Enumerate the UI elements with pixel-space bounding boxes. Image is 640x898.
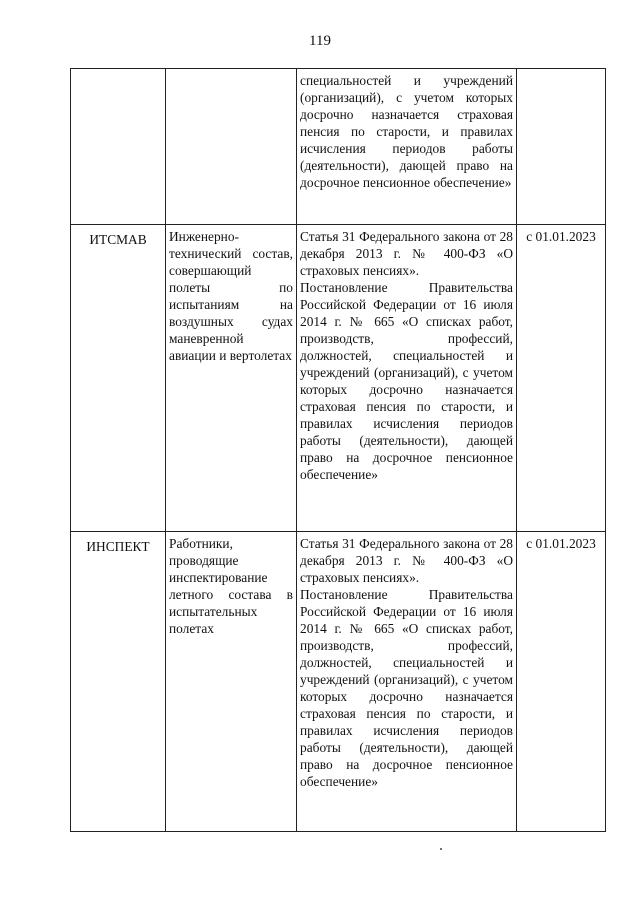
row-description: Работники, проводящие инспектирование летного состава в испытательных полетах: [166, 532, 297, 832]
document-table: [70, 68, 606, 832]
table-row: [71, 532, 606, 832]
legal-basis-paragraph: Постановление Правительства Российской Федерации от 16 июля 2014 г. № 665 «О списках работ, производств, профессий, должностей, специальностей и учреждений (организаций), с учетом которых досрочно назначается страховая пенсия по старости, и правилах исчисления периодов работы (деятельности), дающей право на досрочное пенсионное обеспечение»: [300, 280, 513, 482]
row-code: ИТСМАВ: [71, 225, 166, 532]
row-code: ИНСПЕКТ: [71, 532, 166, 832]
row-legal-basis: [297, 225, 517, 532]
table-row: [71, 225, 606, 532]
scan-speck: [440, 848, 442, 850]
page-number: 119: [309, 33, 331, 49]
legal-basis-paragraph: Статья 31 Федерального закона от 28 декабря 2013 г. № 400-ФЗ «О страховых пенсиях».: [300, 536, 513, 585]
row-description: [166, 69, 297, 225]
row-description: Инженерно-технический состав, совершающий полеты по испытаниям на воздушных судах маневренной авиации и вертолетах: [166, 225, 297, 532]
row-legal-basis: [297, 69, 517, 225]
row-effective-date: с 01.01.2023: [517, 532, 606, 832]
legal-basis-paragraph: специальностей и учреждений (организаций), с учетом которых досрочно назначается страховая пенсия по старости, и правилах исчисления периодов работы (деятельности), дающей право на досрочное пенсионное обеспечение»: [300, 73, 513, 190]
legal-basis-paragraph: Постановление Правительства Российской Федерации от 16 июля 2014 г. № 665 «О списках работ, производств, профессий, должностей, специальностей и учреждений (организаций), с учетом которых досрочно назначается страховая пенсия по старости, и правилах исчисления периодов работы (деятельности), дающей право на досрочное пенсионное обеспечение»: [300, 587, 513, 789]
row-effective-date: с 01.01.2023: [517, 225, 606, 532]
row-code: [71, 69, 166, 225]
table-row: [71, 69, 606, 225]
row-legal-basis: [297, 532, 517, 832]
legal-basis-paragraph: Статья 31 Федерального закона от 28 декабря 2013 г. № 400-ФЗ «О страховых пенсиях».: [300, 229, 513, 278]
row-effective-date: [517, 69, 606, 225]
